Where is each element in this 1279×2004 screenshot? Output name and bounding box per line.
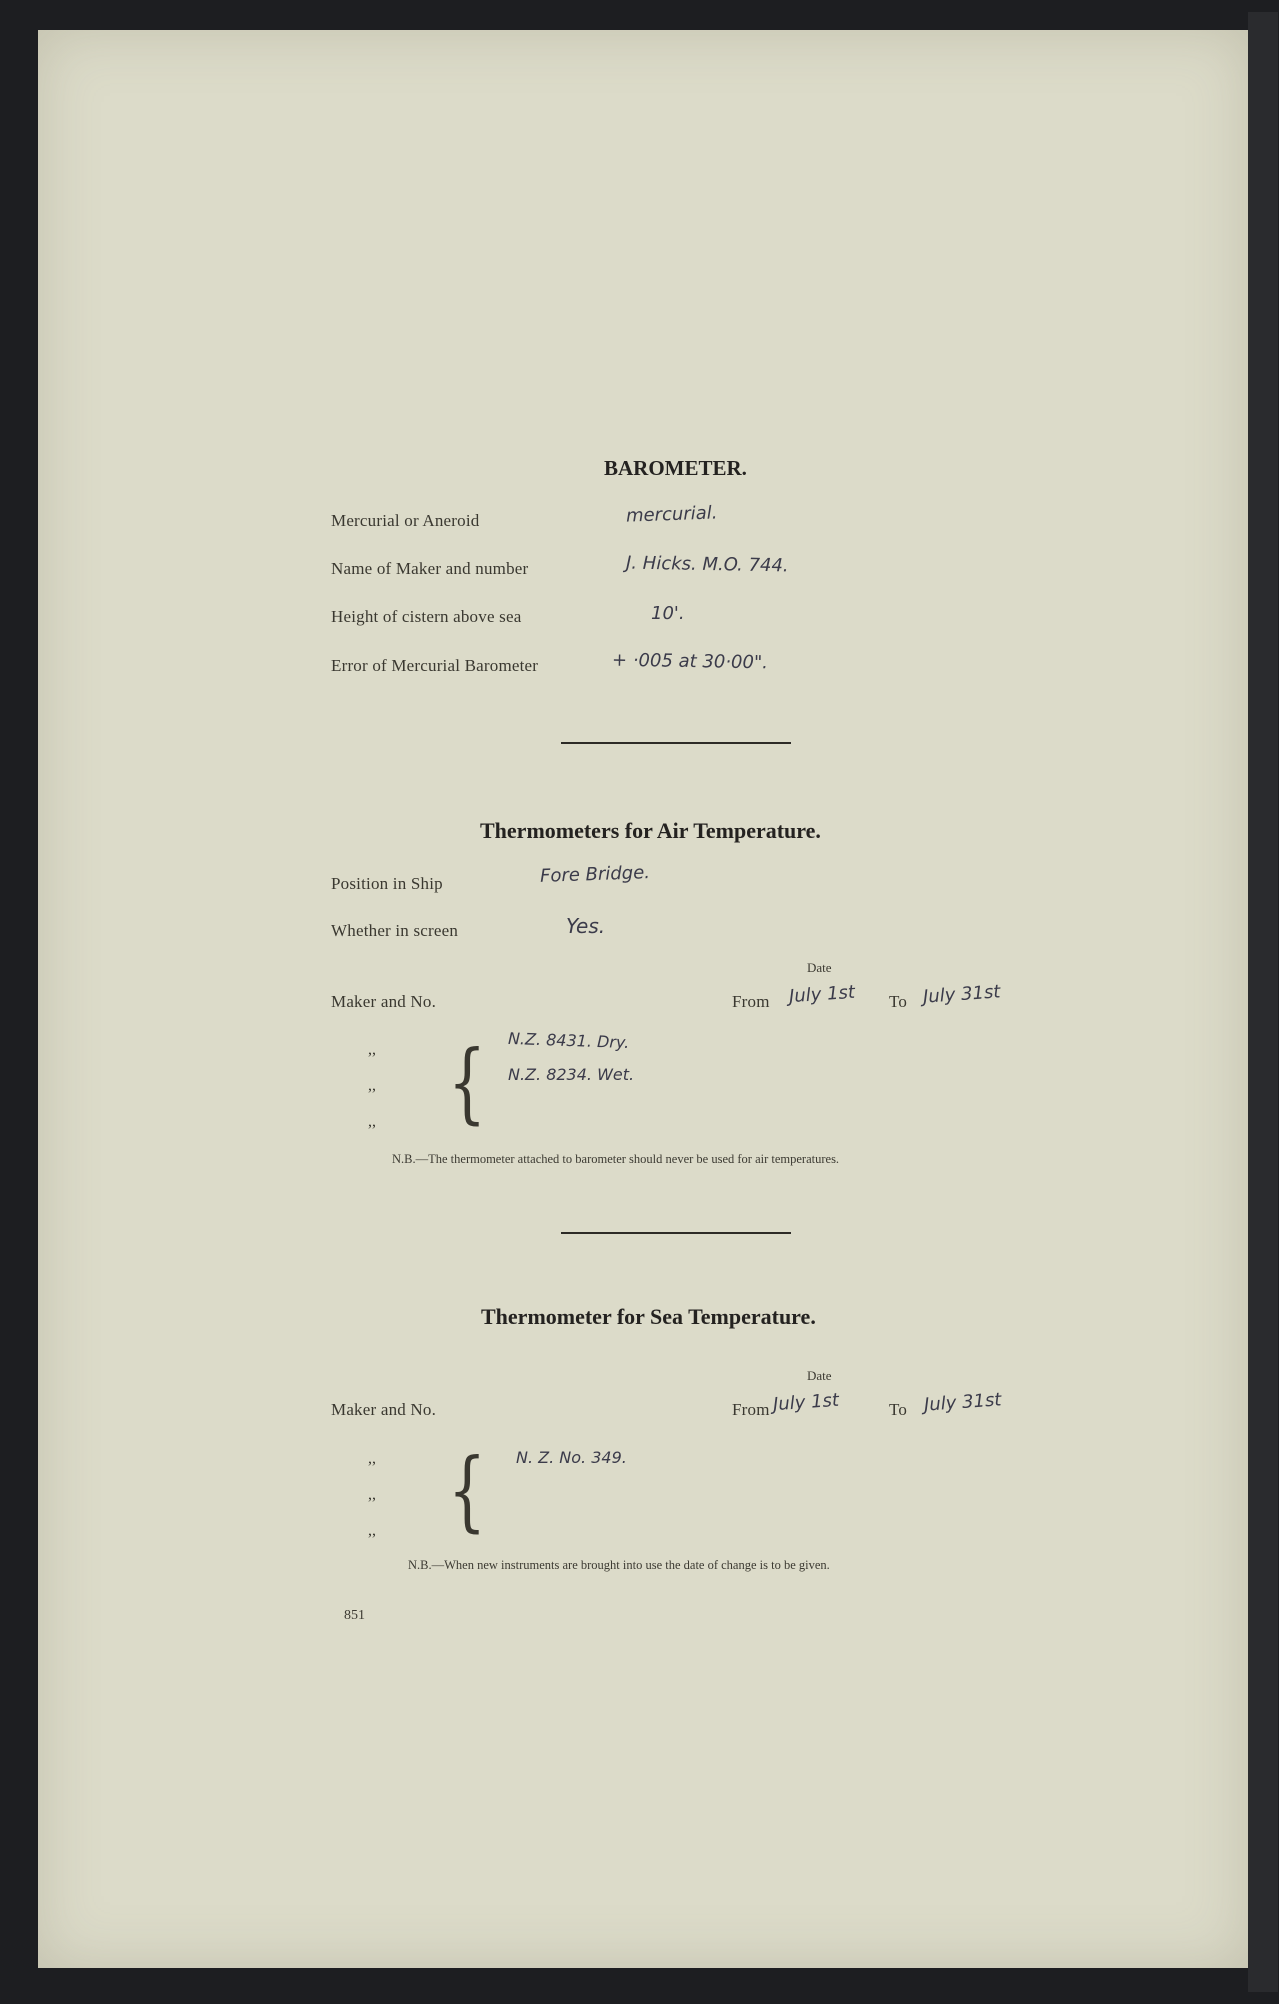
book-edge — [1248, 12, 1278, 1992]
brace: { — [448, 1032, 487, 1135]
ditto-mark: ,, — [368, 1113, 376, 1130]
barometer-height-value: 10'. — [651, 603, 685, 624]
sea-to-label: To — [889, 1400, 908, 1419]
ditto-mark: ,, — [368, 1077, 376, 1094]
air-note: N.B.—The thermometer attached to barometer should never be used for air temperatures. — [392, 1152, 840, 1166]
ditto-mark: ,, — [368, 1041, 376, 1058]
air-to-label: To — [889, 992, 908, 1011]
air-date-label: Date — [807, 960, 832, 975]
air-position-value: Fore Bridge. — [539, 862, 651, 887]
barometer-type-value: mercurial. — [625, 502, 718, 527]
air-entry-wet: N.Z. 8234. Wet. — [508, 1065, 635, 1084]
ditto-mark: ,, — [368, 1486, 376, 1503]
brace: { — [448, 1440, 487, 1543]
air-from-value: July 1st — [788, 981, 856, 1008]
sea-from-label: From — [732, 1400, 770, 1419]
document-page — [38, 30, 1248, 1968]
sea-from-value: July 1st — [772, 1389, 840, 1416]
section-divider — [561, 1232, 791, 1234]
air-position-label: Position in Ship — [331, 874, 443, 893]
barometer-title: BAROMETER. — [604, 456, 747, 480]
air-to-value: July 31st — [922, 981, 1002, 1008]
air-thermometers-title: Thermometers for Air Temperature. — [480, 818, 821, 843]
ditto-mark: ,, — [368, 1450, 376, 1467]
barometer-maker-value: J. Hicks. M.O. 744. — [625, 552, 789, 577]
page-number: 851 — [344, 1608, 365, 1623]
barometer-error-value: + ·005 at 30·00". — [611, 649, 769, 674]
air-maker-label: Maker and No. — [331, 992, 437, 1011]
sea-entry: N. Z. No. 349. — [516, 1448, 627, 1467]
barometer-maker-label: Name of Maker and number — [331, 559, 529, 578]
sea-to-value: July 31st — [923, 1389, 1003, 1416]
air-from-label: From — [732, 992, 770, 1011]
barometer-height-label: Height of cistern above sea — [331, 607, 522, 626]
air-entry-dry: N.Z. 8431. Dry. — [507, 1028, 630, 1053]
section-divider — [561, 742, 791, 744]
barometer-error-label: Error of Mercurial Barometer — [331, 656, 539, 675]
barometer-type-label: Mercurial or Aneroid — [331, 511, 480, 530]
ditto-mark: ,, — [368, 1522, 376, 1539]
sea-note: N.B.—When new instruments are brought into use the date of change is to be given. — [408, 1558, 830, 1572]
air-screen-label: Whether in screen — [331, 921, 459, 940]
sea-thermometer-title: Thermometer for Sea Temperature. — [481, 1304, 816, 1329]
sea-maker-label: Maker and No. — [331, 1400, 437, 1419]
air-screen-value: Yes. — [566, 914, 606, 938]
sea-date-label: Date — [807, 1368, 832, 1383]
